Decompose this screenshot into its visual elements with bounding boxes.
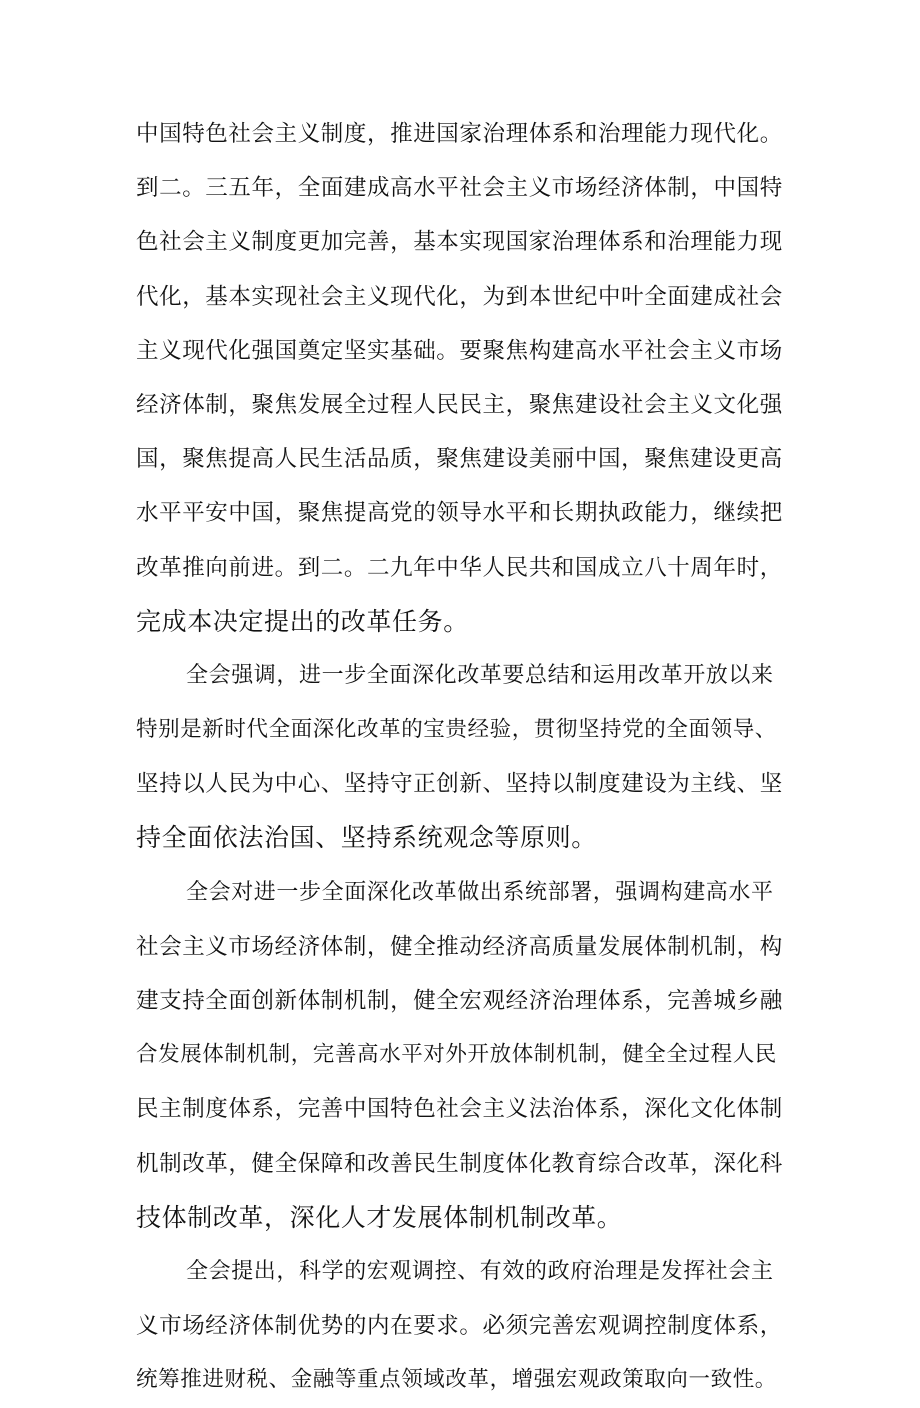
text-line: 到二。三五年，全面建成高水平社会主义市场经济体制，中国特 (136, 175, 783, 202)
text-line: 技体制改革，深化人才发展体制机制改革。 (136, 1202, 623, 1232)
text-line: 色社会主义制度更加完善，基本实现国家治理体系和治理能力现 (136, 229, 783, 256)
text-line: 统筹推进财税、金融等重点领域改革，增强宏观政策取向一致性。 (136, 1367, 777, 1393)
text-line: 水平平安中国，聚焦提高党的领导水平和长期执政能力，继续把 (136, 500, 783, 527)
text-line: 民主制度体系，完善中国特色社会主义法治体系，深化文化体制 (136, 1096, 783, 1123)
text-line: 义市场经济体制优势的内在要求。必须完善宏观调控制度体系， (136, 1313, 783, 1340)
paragraph-start-line: 全会对进一步全面深化改革做出系统部署，强调构建高水平 (186, 879, 774, 905)
text-line: 持全面依法治国、坚持系统观念等原则。 (136, 823, 597, 853)
text-line: 中国特色社会主义制度，推进国家治理体系和治理能力现代化。 (136, 121, 783, 147)
text-line: 经济体制，聚焦发展全过程人民民主，聚焦建设社会主义文化强 (136, 391, 783, 418)
paragraph-start-line: 全会提出，科学的宏观调控、有效的政府治理是发挥社会主 (186, 1258, 774, 1284)
body-text (136, 107, 786, 1408)
text-line: 建支持全面创新体制机制，健全宏观经济治理体系，完善城乡融 (136, 988, 783, 1014)
paragraph-start-line: 全会强调，进一步全面深化改革要总结和运用改革开放以来 (186, 662, 774, 688)
text-line: 国，聚焦提高人民生活品质，聚焦建设美丽中国，聚焦建设更高 (136, 446, 783, 473)
text-line: 社会主义市场经济体制，健全推动经济高质量发展体制机制，构 (136, 933, 783, 960)
text-line: 主义现代化强国奠定坚实基础。要聚焦构建高水平社会主义市场 (136, 337, 783, 364)
text-line: 特别是新时代全面深化改革的宝贵经验，贯彻坚持党的全面领导、 (136, 717, 777, 743)
text-line: 代化，基本实现社会主义现代化，为到本世纪中叶全面建成社会 (136, 283, 783, 310)
text-line: 机制改革，健全保障和改善民生制度体化教育综合改革，深化科 (136, 1150, 783, 1177)
text-line: 改革推向前进。到二。二九年中华人民共和国成立八十周年时， (136, 554, 783, 581)
text-line: 合发展体制机制，完善高水平对外开放体制机制，健全全过程人民 (136, 1042, 777, 1068)
text-line: 完成本决定提出的改革任务。 (136, 606, 469, 636)
text-line: 坚持以人民为中心、坚持守正创新、坚持以制度建设为主线、坚 (136, 771, 783, 798)
